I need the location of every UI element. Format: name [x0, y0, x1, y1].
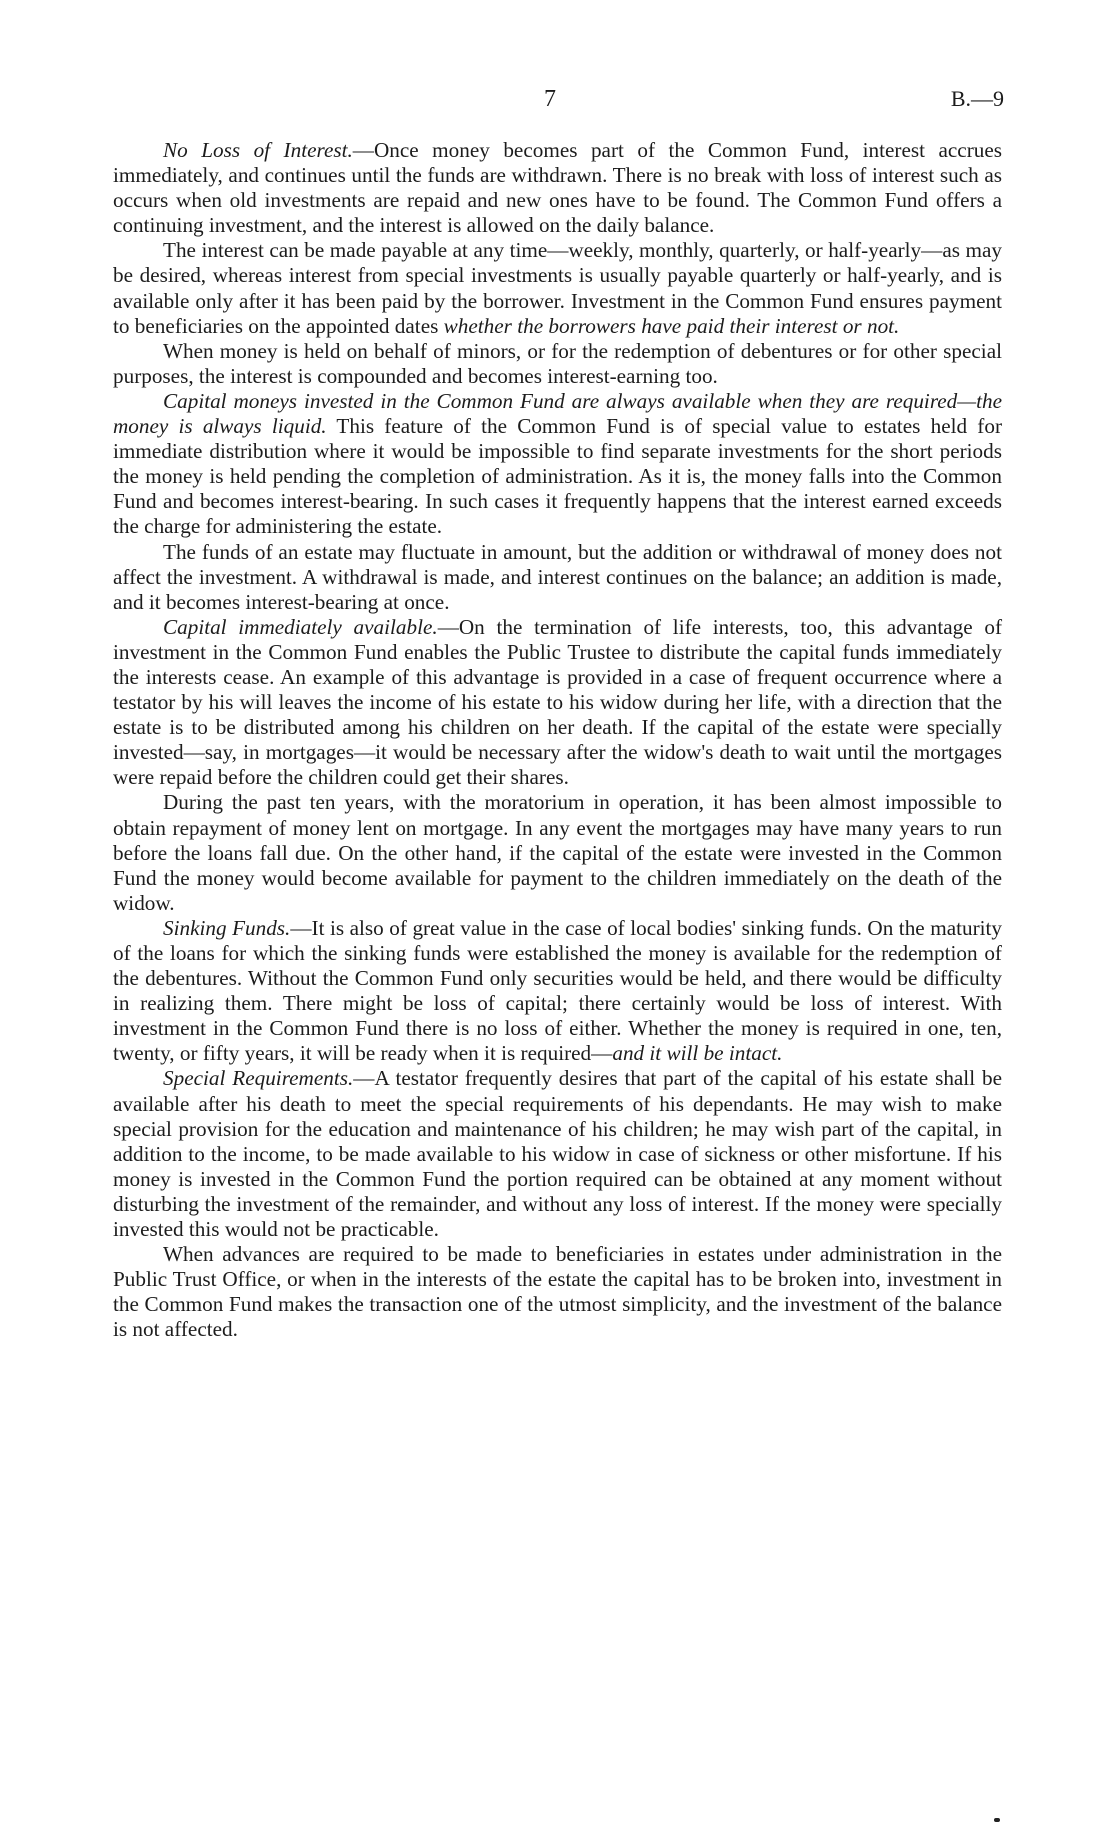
paragraph-text: —It is also of great value in the case of local bodies' sinking funds. On the maturity of the loans for which the sinking funds were established the money is available for the redemption of the debentures. Without the Common Fund only securities would be held, and there would be difficulty in realizing them. There might be loss of capital; there certainly would be loss of interest. With investment in the Common Fund there is no loss of either. Whether the money is required in one, ten, twenty, or fifty years, it will be ready when it is required—	[113, 915, 1002, 1066]
paragraph-interest-payable	[113, 238, 1002, 338]
paragraph-text: When advances are required to be made to beneficiaries in estates under administration in the Public Trust Office, or when in the interests of the estate the capital has to be broken into, investment in the Common Fund makes the transaction one of the utmost simplicity, and the investment of the balance is not affected.	[113, 1242, 1002, 1342]
body-text	[113, 138, 1002, 1343]
paragraph-special-requirements	[113, 1066, 1002, 1242]
page-number: 7	[544, 86, 556, 112]
paragraph-text: This feature of the Common Fund is of special value to estates held for immediate distribution where it would be impossible to find separate investments for the short periods the money is held pending the completion of administration. As it is, the money falls into the Common Fund and becomes interest-bearing. In such cases it frequently happens that the interest earned exceeds the charge for administering the estate.	[113, 414, 1002, 539]
paragraph-moratorium	[113, 790, 1002, 915]
paragraph-funds-fluctuate	[113, 540, 1002, 615]
section-heading: No Loss of Interest.	[163, 138, 353, 162]
section-heading: Sinking Funds.	[163, 915, 291, 940]
emphasis-text: and it will be intact.	[612, 1041, 783, 1066]
paragraph-capital-liquid	[113, 389, 1002, 540]
paragraph-no-loss-of-interest	[113, 138, 1002, 238]
paragraph-advances	[113, 1242, 1002, 1342]
emphasis-text: whether the borrowers have paid their interest or not.	[443, 313, 900, 338]
paragraph-text: When money is held on behalf of minors, or for the redemption of debentures or for other special purposes, the interest is compounded and becomes interest-earning too.	[113, 338, 1002, 388]
paragraph-sinking-funds	[113, 916, 1002, 1067]
paragraph-text: —A testator frequently desires that part of the capital of his estate shall be available after his death to meet the special requirements of his dependants. He may wish to make special provision for the education and maintenance of his children; he may wish part of the capital, in addition to the income, to be made available to his widow in case of sickness or other misfortune. If his money is invested in the Common Fund the portion required can be obtained at any moment without disturbing the investment of the remainder, and without any loss of interest. If the money were specially invested this would not be practicable.	[113, 1066, 1002, 1242]
section-heading: Capital immediately available.	[163, 614, 438, 639]
paragraph-minors	[113, 339, 1002, 389]
paragraph-text: The interest can be made payable at any time—weekly, monthly, quarterly, or half-yearly—as may be desired, whereas interest from special investments is usually payable quarterly or half-yearly, and is available only after it has been paid by the borrower. Investment in the Common Fund ensures payment to beneficiaries on the appointed dates	[113, 238, 1002, 338]
paragraph-capital-immediately-available	[113, 615, 1002, 791]
paragraph-text: —On the termination of life interests, too, this advantage of investment in the Common Fund enables the Public Trustee to distribute the capital funds immediately the interests cease. An example of this advantage is provided in a case of frequent occurrence where a testator by his will leaves the income of his estate to his widow during her life, with a direction that the estate is to be distributed among his children on her death. If the capital of the estate were specially invested—say, in mortgages—it would be necessary after the widow's death to wait until the mortgages were repaid before the children could get their shares.	[113, 614, 1003, 790]
stray-mark	[994, 1818, 1000, 1822]
paragraph-text: During the past ten years, with the moratorium in operation, it has been almost impossible to obtain repayment of money lent on mortgage. In any event the mortgages may have many years to run before the loans fall due. On the other hand, if the capital of the estate were invested in the Common Fund the money would become available for payment to the children immediately on the death of the widow.	[113, 790, 1002, 915]
paragraph-text: —Once money becomes part of the Common Fund, interest accrues immediately, and continues until the funds are withdrawn. There is no break with loss of interest such as occurs when old investments are repaid and new ones have to be found. The Common Fund offers a continuing investment, and the interest is allowed on the daily balance.	[113, 138, 1003, 238]
section-heading: Capital moneys invested in the Common Fund are always available when they are required—the money is always liquid.	[113, 388, 1002, 439]
section-heading: Special Requirements.	[163, 1066, 354, 1091]
document-reference: B.—9	[950, 86, 1004, 111]
paragraph-text: The funds of an estate may fluctuate in amount, but the addition or withdrawal of money does not affect the investment. A withdrawal is made, and interest continues on the balance; an addition is made, and it becomes interest-bearing at once.	[113, 539, 1002, 614]
